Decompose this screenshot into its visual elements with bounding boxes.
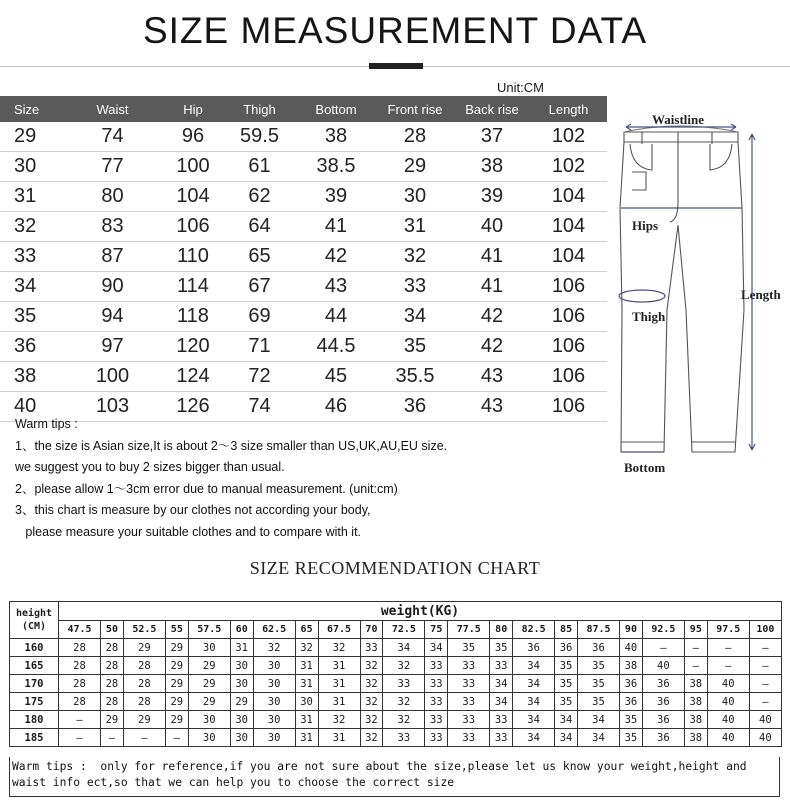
table-cell: 104 (176, 185, 210, 207)
size-cell: 33 (425, 657, 448, 675)
table-cell: 106 (176, 215, 210, 237)
weight-cell: 95 (684, 621, 707, 639)
table-cell: 31 (14, 185, 37, 207)
title-accent-bar (369, 63, 423, 69)
size-cell: 30 (188, 639, 230, 657)
table-cell: 94 (101, 305, 124, 327)
size-cell: 33 (448, 675, 490, 693)
warm-tips (15, 414, 447, 543)
size-cell: — (101, 729, 124, 747)
table-cell: 120 (176, 335, 210, 357)
size-cell: 28 (59, 693, 101, 711)
tip-line: Warm tips : (15, 417, 78, 431)
size-cell: 33 (383, 729, 425, 747)
table-cell: 35 (403, 335, 427, 357)
weight-cell: 77.5 (448, 621, 490, 639)
size-cell: 32 (253, 639, 295, 657)
unit-label: Unit:CM (497, 80, 544, 95)
size-cell: 30 (253, 675, 295, 693)
size-table-header (0, 96, 607, 122)
table-cell: 40 (14, 395, 37, 417)
table-cell: 80 (101, 185, 124, 207)
size-cell: 32 (360, 729, 383, 747)
size-cell: 33 (360, 639, 383, 657)
table-cell: 44 (324, 305, 348, 327)
size-cell: 38 (684, 729, 707, 747)
size-cell: 40 (707, 675, 749, 693)
size-cell: 34 (490, 693, 513, 711)
size-cell: 35 (555, 675, 578, 693)
table-cell: 39 (324, 185, 348, 207)
table-cell: 110 (177, 245, 209, 267)
table-cell: 32 (403, 245, 427, 267)
table-row (0, 122, 607, 152)
table-cell: 106 (551, 335, 586, 357)
size-cell: 34 (578, 729, 620, 747)
size-cell: 33 (448, 693, 490, 711)
size-cell: — (707, 657, 749, 675)
weight-cell: 92.5 (642, 621, 684, 639)
column-header: Back rise (465, 101, 519, 117)
weight-cell: 65 (295, 621, 318, 639)
size-cell: 30 (253, 711, 295, 729)
size-cell: 38 (684, 675, 707, 693)
recommendation-footer-tips (9, 757, 780, 797)
size-cell: 31 (318, 729, 360, 747)
size-cell: 36 (578, 639, 620, 657)
size-cell: 34 (513, 675, 555, 693)
size-cell: — (749, 657, 781, 675)
table-cell: 72 (248, 365, 271, 387)
size-cell: 33 (490, 657, 513, 675)
table-row (10, 693, 782, 711)
size-cell: 36 (642, 711, 684, 729)
size-cell: 30 (188, 711, 230, 729)
size-cell: 33 (448, 657, 490, 675)
table-cell: 102 (551, 125, 586, 147)
size-cell: 34 (513, 729, 555, 747)
size-cell: 28 (101, 639, 124, 657)
weight-cell: 100 (749, 621, 781, 639)
size-cell: 34 (513, 711, 555, 729)
table-cell: 106 (551, 275, 586, 297)
size-cell: 32 (295, 639, 318, 657)
table-cell: 90 (101, 275, 124, 297)
table-cell: 67 (248, 275, 271, 297)
size-cell: 32 (383, 693, 425, 711)
size-cell: 28 (59, 675, 101, 693)
size-cell: 30 (253, 657, 295, 675)
size-cell: 30 (295, 693, 318, 711)
table-cell: 124 (176, 365, 210, 387)
tip-line: 2、please allow 1～3cm error due to manual measurement. (unit:cm) (15, 481, 398, 496)
size-cell: 36 (620, 675, 643, 693)
size-cell: 34 (555, 729, 578, 747)
size-cell: 32 (360, 675, 383, 693)
weight-cell: 72.5 (383, 621, 425, 639)
table-row (0, 152, 607, 182)
column-header: Front rise (387, 101, 443, 117)
size-cell: — (642, 639, 684, 657)
size-cell: 31 (295, 729, 318, 747)
table-cell: 96 (181, 125, 205, 147)
column-header: Hip (183, 101, 203, 117)
weight-cell: 97.5 (707, 621, 749, 639)
table-cell: 40 (480, 215, 504, 237)
table-cell: 97 (101, 335, 124, 357)
size-cell: 40 (620, 639, 643, 657)
table-cell: 103 (95, 395, 130, 417)
table-cell: 38 (324, 125, 348, 147)
column-header: Bottom (315, 101, 357, 117)
size-cell: 28 (101, 675, 124, 693)
weight-cell: 57.5 (188, 621, 230, 639)
size-cell: 34 (555, 711, 578, 729)
size-cell: 33 (425, 729, 448, 747)
table-cell: 83 (101, 215, 124, 237)
rec-header-row (10, 602, 782, 621)
table-cell: 35 (14, 305, 37, 327)
size-cell: 30 (230, 729, 253, 747)
table-cell: 42 (480, 335, 504, 357)
tip-line: please measure your suitable clothes and to compare with it. (15, 524, 362, 539)
size-cell: 33 (425, 693, 448, 711)
weight-cell: 75 (425, 621, 448, 639)
table-cell: 104 (551, 185, 586, 207)
table-cell: 62 (248, 185, 271, 207)
table-cell: 71 (248, 335, 271, 357)
table-cell: 33 (403, 275, 427, 297)
size-cell: 28 (123, 675, 165, 693)
table-cell: 118 (177, 305, 209, 327)
size-cell: 35 (620, 711, 643, 729)
table-cell: 74 (101, 125, 124, 147)
page-title: SIZE MEASUREMENT DATA (142, 10, 648, 51)
size-cell: 36 (513, 639, 555, 657)
table-cell: 39 (480, 185, 504, 207)
table-cell: 34 (14, 275, 37, 297)
table-cell: 43 (324, 275, 348, 297)
size-cell: 38 (684, 711, 707, 729)
size-cell: 35 (555, 693, 578, 711)
size-cell: 30 (253, 729, 295, 747)
size-cell: — (123, 729, 165, 747)
size-cell: 33 (425, 675, 448, 693)
table-row (0, 182, 607, 212)
table-row (10, 675, 782, 693)
size-cell: 34 (383, 639, 425, 657)
table-cell: 102 (551, 155, 586, 177)
table-row (10, 657, 782, 675)
weight-cell: 87.5 (578, 621, 620, 639)
height-cell: 175 (10, 693, 59, 711)
size-cell: 33 (448, 729, 490, 747)
size-cell: — (165, 729, 188, 747)
table-cell: 30 (14, 155, 37, 177)
size-cell: 38 (620, 657, 643, 675)
weight-cell: 67.5 (318, 621, 360, 639)
table-row (0, 332, 607, 362)
size-cell: 35 (620, 729, 643, 747)
size-cell: 30 (230, 711, 253, 729)
weight-cell: 82.5 (513, 621, 555, 639)
table-cell: 41 (480, 275, 504, 297)
height-header-unit: (CM) (21, 621, 47, 632)
size-cell: 35 (448, 639, 490, 657)
table-row (0, 272, 607, 302)
table-cell: 38.5 (316, 155, 356, 177)
size-cell: 36 (620, 693, 643, 711)
size-cell: 35 (490, 639, 513, 657)
table-cell: 28 (403, 125, 427, 147)
table-cell: 31 (403, 215, 427, 237)
weight-cell: 62.5 (253, 621, 295, 639)
size-cell: 31 (295, 711, 318, 729)
size-cell: 34 (513, 657, 555, 675)
size-cell: 31 (230, 639, 253, 657)
table-cell: 32 (14, 215, 37, 237)
table-row (0, 302, 607, 332)
size-cell: — (749, 639, 781, 657)
size-cell: 34 (578, 711, 620, 729)
size-cell: 31 (318, 657, 360, 675)
size-cell: 32 (360, 657, 383, 675)
table-row (0, 242, 607, 272)
height-cell: 180 (10, 711, 59, 729)
size-cell: 30 (188, 729, 230, 747)
size-cell: 29 (188, 693, 230, 711)
size-cell: 40 (749, 729, 781, 747)
table-cell: 37 (480, 125, 504, 147)
weight-cell: 90 (620, 621, 643, 639)
size-cell: 33 (490, 711, 513, 729)
size-cell: 34 (513, 693, 555, 711)
table-cell: 38 (480, 155, 504, 177)
size-cell: 31 (295, 675, 318, 693)
size-cell: 31 (318, 675, 360, 693)
weight-cell: 52.5 (123, 621, 165, 639)
size-cell: 38 (684, 693, 707, 711)
pants-diagram (612, 110, 790, 480)
size-cell: — (59, 711, 101, 729)
size-cell: 28 (59, 657, 101, 675)
diagram-label-bottom: Bottom (624, 460, 666, 475)
table-cell: 65 (248, 245, 271, 267)
table-cell: 43 (480, 395, 504, 417)
table-cell: 104 (551, 245, 586, 267)
column-header: Length (548, 101, 589, 117)
diagram-label-hips: Hips (632, 218, 659, 233)
diagram-label-waistline: Waistline (652, 112, 705, 127)
size-cell: — (749, 675, 781, 693)
table-cell: 38 (14, 365, 37, 387)
size-cell: 28 (101, 657, 124, 675)
table-cell: 87 (101, 245, 124, 267)
size-cell: 32 (383, 657, 425, 675)
column-header: Thigh (243, 101, 276, 117)
size-cell: 35 (578, 693, 620, 711)
weight-cell: 70 (360, 621, 383, 639)
size-cell: 29 (230, 693, 253, 711)
size-cell: 33 (383, 675, 425, 693)
weight-cell: 60 (230, 621, 253, 639)
size-cell: 29 (165, 693, 188, 711)
size-cell: 40 (707, 711, 749, 729)
footer-line: waist info ect,so that we can help you to choose the correct size (12, 776, 455, 789)
table-cell: 42 (480, 305, 504, 327)
tip-line: 1、the size is Asian size,It is about 2～3 size smaller than US,UK,AU,EU size. (15, 438, 448, 453)
table-cell: 41 (324, 215, 348, 237)
diagram-label-length: Length (741, 287, 781, 302)
table-cell: 29 (403, 155, 427, 177)
size-cell: — (749, 693, 781, 711)
table-cell: 64 (248, 215, 271, 237)
size-cell: — (59, 729, 101, 747)
table-cell: 59.5 (240, 125, 279, 147)
table-cell: 35.5 (395, 365, 435, 387)
table-cell: 114 (177, 275, 209, 297)
size-cell: 29 (123, 639, 165, 657)
table-cell: 42 (324, 245, 348, 267)
table-cell: 77 (101, 155, 124, 177)
size-cell: 29 (165, 639, 188, 657)
height-cell: 170 (10, 675, 59, 693)
size-cell: 32 (360, 711, 383, 729)
tip-line: we suggest you to buy 2 sizes bigger than usual. (15, 460, 285, 474)
weight-cell: 55 (165, 621, 188, 639)
size-cell: 31 (318, 693, 360, 711)
size-cell: 28 (123, 693, 165, 711)
size-cell: 30 (230, 675, 253, 693)
table-cell: 29 (14, 125, 37, 147)
size-cell: 29 (165, 657, 188, 675)
weight-values-row (10, 621, 782, 639)
size-cell: 29 (188, 657, 230, 675)
size-measurement-table (0, 96, 607, 422)
table-cell: 106 (551, 305, 586, 327)
size-cell: 36 (642, 693, 684, 711)
table-cell: 126 (176, 395, 210, 417)
size-cell: 35 (555, 657, 578, 675)
size-cell: 32 (318, 711, 360, 729)
size-cell: 28 (123, 657, 165, 675)
size-recommendation-table (9, 601, 782, 747)
table-row (10, 711, 782, 729)
size-cell: 32 (383, 711, 425, 729)
table-cell: 34 (403, 305, 427, 327)
tip-line: 3、this chart is measure by our clothes not according your body, (15, 503, 371, 517)
height-cell: 185 (10, 729, 59, 747)
size-cell: 33 (448, 711, 490, 729)
size-table-body (0, 122, 607, 422)
weight-cell: 47.5 (59, 621, 101, 639)
table-cell: 100 (95, 365, 130, 387)
table-row (0, 362, 607, 392)
size-cell: 32 (318, 639, 360, 657)
size-cell: 40 (707, 693, 749, 711)
size-cell: — (684, 639, 707, 657)
table-cell: 106 (551, 395, 586, 417)
table-cell: 104 (551, 215, 586, 237)
size-cell: 35 (578, 657, 620, 675)
size-cell: 29 (188, 675, 230, 693)
height-header-label: height (15, 608, 53, 619)
table-cell: 106 (551, 365, 586, 387)
table-row (10, 639, 782, 657)
size-cell: 34 (425, 639, 448, 657)
size-cell: 40 (707, 729, 749, 747)
table-cell: 74 (248, 395, 271, 417)
size-cell: 30 (253, 693, 295, 711)
column-header: Waist (96, 101, 129, 117)
weight-cell: 80 (490, 621, 513, 639)
table-cell: 43 (480, 365, 504, 387)
size-cell: 40 (642, 657, 684, 675)
table-cell: 61 (248, 155, 271, 177)
table-cell: 45 (324, 365, 348, 387)
table-cell: 46 (324, 395, 348, 417)
size-cell: 36 (642, 675, 684, 693)
table-cell: 36 (403, 395, 427, 417)
table-cell: 100 (176, 155, 210, 177)
size-cell: 31 (295, 657, 318, 675)
size-cell: 35 (578, 675, 620, 693)
diagram-label-thigh: Thigh (632, 309, 666, 324)
size-cell: 29 (165, 675, 188, 693)
table-cell: 30 (403, 185, 427, 207)
size-cell: — (707, 639, 749, 657)
table-row (10, 729, 782, 747)
size-cell: 28 (59, 639, 101, 657)
table-cell: 44.5 (316, 335, 356, 357)
table-row (0, 212, 607, 242)
size-cell: — (684, 657, 707, 675)
height-header (10, 602, 59, 639)
weight-cell: 50 (101, 621, 124, 639)
recommendation-title: SIZE RECOMMENDATION CHART (249, 558, 541, 578)
size-cell: 29 (101, 711, 124, 729)
weight-cell: 85 (555, 621, 578, 639)
size-cell: 36 (555, 639, 578, 657)
size-cell: 29 (165, 711, 188, 729)
size-cell: 34 (490, 675, 513, 693)
size-cell: 32 (360, 693, 383, 711)
weight-header: weight(KG) (59, 602, 782, 621)
size-cell: 28 (101, 693, 124, 711)
table-cell: 33 (14, 245, 37, 267)
column-header: Size (14, 101, 40, 117)
size-cell: 33 (425, 711, 448, 729)
height-cell: 165 (10, 657, 59, 675)
table-cell: 36 (14, 335, 37, 357)
size-cell: 29 (123, 711, 165, 729)
footer-line: Warm tips : only for reference,if you are not sure about the size,please let us know your weight,height and (12, 760, 747, 773)
height-cell: 160 (10, 639, 59, 657)
size-cell: 40 (749, 711, 781, 729)
size-cell: 30 (230, 657, 253, 675)
size-cell: 33 (490, 729, 513, 747)
table-cell: 41 (480, 245, 504, 267)
table-cell: 69 (248, 305, 271, 327)
size-cell: 36 (642, 729, 684, 747)
